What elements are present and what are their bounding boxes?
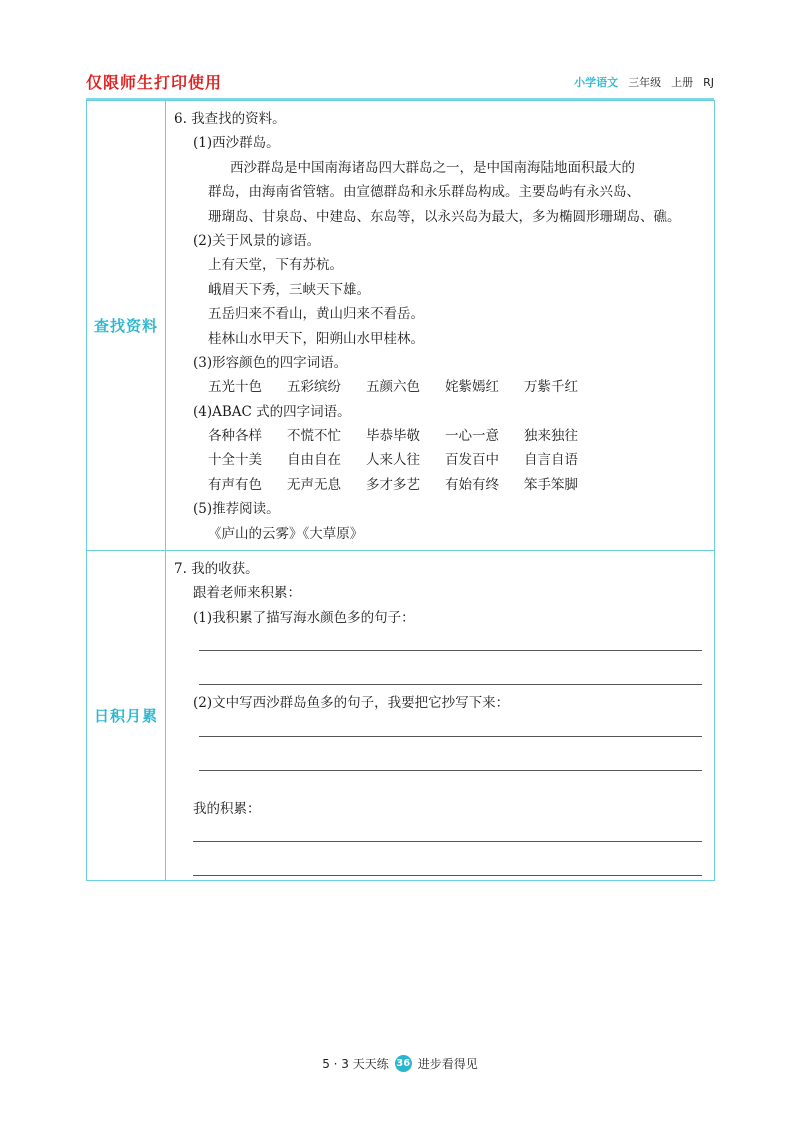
question-6-title: 6. 我查找的资料。 [174, 111, 286, 127]
answer-line[interactable] [193, 821, 702, 842]
word: 笨手笨脚 [524, 476, 578, 493]
word: 人来人往 [366, 452, 420, 469]
header-info [574, 74, 714, 90]
item5-title: (5)推荐阅读。 [193, 501, 280, 518]
word: 十全十美 [208, 452, 262, 469]
abac-words-row [174, 448, 704, 472]
print-restriction-note: 仅限师生打印使用 [86, 73, 223, 92]
own-collection-prompt: 我的积累： [193, 800, 261, 817]
word: 五颜六色 [366, 379, 420, 396]
grade-label: 三年级 [628, 76, 662, 89]
search-section-label: 查找资料 [87, 101, 166, 551]
proverb-line: 五岳归来不看山，黄山归来不看岳。 [208, 306, 424, 323]
abac-words-row [174, 424, 704, 448]
word: 百发百中 [445, 452, 499, 469]
question-7-title: 7. 我的收获。 [174, 561, 259, 578]
answer-line[interactable] [199, 737, 702, 771]
search-section-row [87, 101, 715, 551]
item1-line: 珊瑚岛、甘泉岛、中建岛、东岛等，以永兴岛为最大，多为椭圆形珊瑚岛、礁。 [208, 208, 681, 225]
word: 五光十色 [208, 379, 262, 396]
worksheet-table [86, 100, 715, 881]
answer-line[interactable] [199, 716, 702, 737]
gain-section-content [166, 551, 715, 881]
word: 一心一意 [445, 428, 499, 445]
word: 毕恭毕敬 [366, 428, 420, 445]
recommended-books: 《庐山的云雾》《大草原》 [208, 525, 364, 542]
footer-brand: 5 · 3 天天练 [322, 1057, 389, 1071]
item3-title: (3)形容颜色的四字词语。 [193, 354, 348, 371]
item2-title: (2)关于风景的谚语。 [193, 232, 321, 249]
word: 自言自语 [524, 452, 578, 469]
item1-line: 西沙群岛是中国南海诸岛四大群岛之一，是中国南海陆地面积最大的 [230, 159, 635, 176]
page-footer [0, 1055, 800, 1072]
item4-title: (4)ABAC 式的四字词语。 [193, 403, 351, 420]
word: 有始有终 [445, 476, 499, 493]
volume-label: 上册 [671, 76, 694, 89]
answer-line[interactable] [199, 651, 702, 685]
answer-line[interactable] [199, 630, 702, 651]
word: 无声无息 [287, 476, 341, 493]
proverb-line: 桂林山水甲天下，阳朔山水甲桂林。 [208, 330, 424, 347]
proverb-line: 峨眉天下秀，三峡天下雄。 [208, 281, 370, 298]
question-1-prompt: (1)我积累了描写海水颜色多的句子： [193, 609, 415, 626]
word: 万紫千红 [524, 379, 578, 396]
word: 各种各样 [208, 428, 262, 445]
subject-label: 小学语文 [574, 76, 619, 89]
gain-intro: 跟着老师来积累： [193, 585, 301, 602]
word: 不慌不忙 [287, 428, 341, 445]
proverb-line: 上有天堂，下有苏杭。 [208, 257, 343, 274]
answer-line[interactable] [193, 842, 702, 876]
search-section-content [166, 101, 715, 551]
question-2-prompt: (2)文中写西沙群岛鱼多的句子，我要把它抄写下来： [193, 695, 510, 712]
footer-slogan: 进步看得见 [417, 1057, 478, 1071]
word: 有声有色 [208, 476, 262, 493]
word: 姹紫嫣红 [445, 379, 499, 396]
gain-section-label: 日积月累 [87, 551, 166, 881]
edition-label: RJ [703, 75, 714, 89]
item1-line: 群岛，由海南省管辖。由宣德群岛和永乐群岛构成。主要岛屿有永兴岛、 [208, 184, 640, 201]
abac-words-row [174, 473, 704, 497]
color-words-row [174, 375, 704, 399]
page-number-badge: 36 [395, 1055, 412, 1072]
word: 五彩缤纷 [287, 379, 341, 396]
word: 自由自在 [287, 452, 341, 469]
word: 多才多艺 [366, 476, 420, 493]
gain-section-row [87, 551, 715, 881]
word: 独来独往 [524, 428, 578, 445]
item1-title: (1)西沙群岛。 [193, 135, 280, 152]
